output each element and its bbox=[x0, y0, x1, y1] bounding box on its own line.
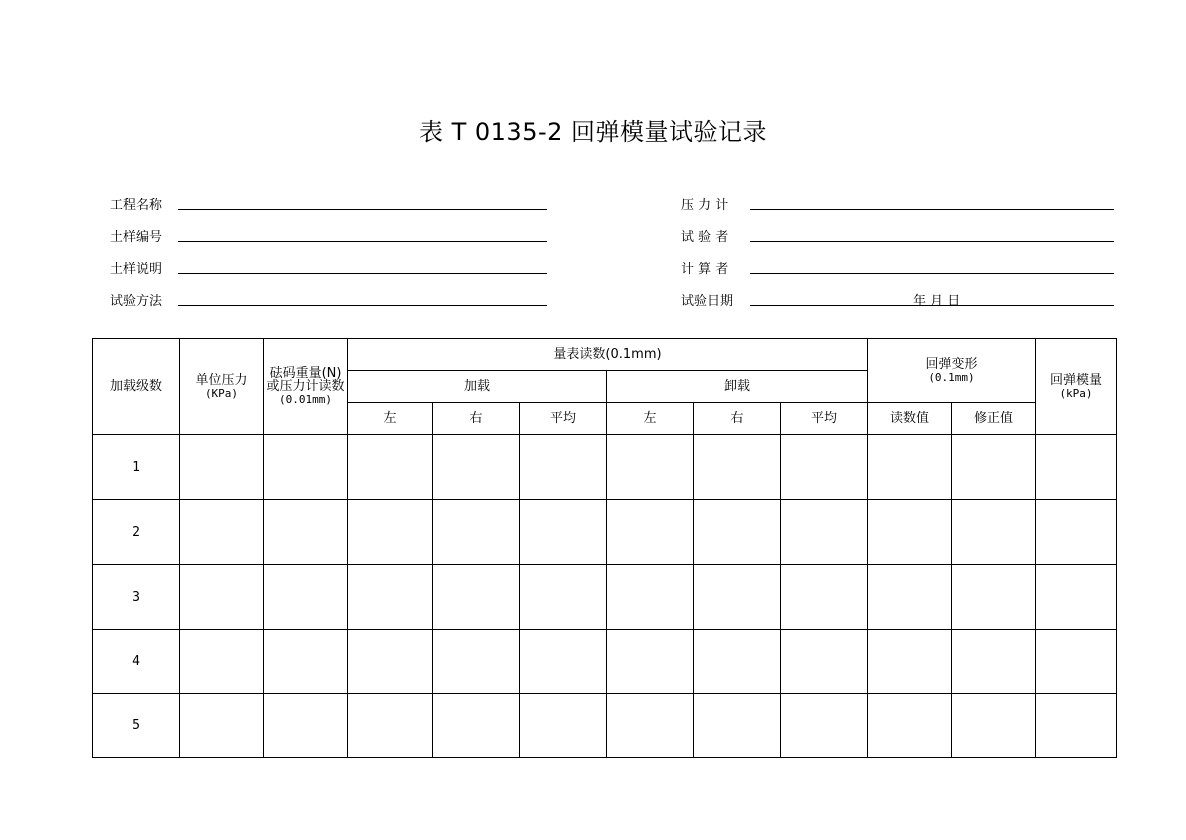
table-cell[interactable] bbox=[1036, 435, 1117, 500]
page-title: 表 T 0135-2 回弹模量试验记录 bbox=[418, 118, 768, 146]
table-cell[interactable] bbox=[520, 435, 607, 500]
table-row bbox=[93, 630, 1117, 694]
table-cell[interactable] bbox=[694, 435, 781, 500]
table-cell[interactable] bbox=[952, 565, 1036, 630]
table-cell[interactable] bbox=[433, 694, 520, 758]
table-cell[interactable] bbox=[781, 435, 868, 500]
header-unloading-average: 平均 bbox=[781, 403, 868, 435]
table-cell[interactable] bbox=[264, 565, 348, 630]
table-cell[interactable] bbox=[348, 694, 433, 758]
pressure-gauge-field[interactable] bbox=[750, 209, 1114, 210]
header-loading-right: 右 bbox=[433, 403, 520, 435]
table-cell[interactable] bbox=[264, 630, 348, 694]
table-row bbox=[93, 565, 1117, 630]
table-cell[interactable] bbox=[868, 500, 952, 565]
table-cell[interactable] bbox=[520, 500, 607, 565]
table-cell[interactable] bbox=[433, 565, 520, 630]
record-table bbox=[92, 338, 1117, 758]
project-name-field[interactable] bbox=[178, 209, 547, 210]
tester-label: 试 验 者 bbox=[681, 230, 729, 245]
row-number: 2 bbox=[93, 500, 180, 565]
table-cell[interactable] bbox=[607, 694, 694, 758]
header-modulus-text: 回弹模量 bbox=[1049, 372, 1102, 388]
table-cell[interactable] bbox=[868, 694, 952, 758]
header-reading-value: 读数值 bbox=[868, 403, 952, 435]
table-row bbox=[93, 435, 1117, 500]
header-rebound-deformation bbox=[868, 339, 1036, 403]
table-cell[interactable] bbox=[952, 630, 1036, 694]
header-weight bbox=[264, 339, 348, 435]
test-method-field[interactable] bbox=[178, 305, 547, 306]
table-cell[interactable] bbox=[264, 435, 348, 500]
row-number: 1 bbox=[93, 435, 180, 500]
table-cell[interactable] bbox=[607, 630, 694, 694]
header-modulus bbox=[1036, 339, 1117, 435]
header-unloading: 卸载 bbox=[607, 371, 868, 403]
table-cell[interactable] bbox=[433, 500, 520, 565]
sample-description-label: 土样说明 bbox=[110, 262, 163, 277]
table-cell[interactable] bbox=[1036, 694, 1117, 758]
header-load-level-text: 加载级数 bbox=[109, 379, 162, 394]
table-cell[interactable] bbox=[180, 435, 264, 500]
table-row bbox=[93, 500, 1117, 565]
table-cell[interactable] bbox=[348, 435, 433, 500]
table-cell[interactable] bbox=[264, 694, 348, 758]
header-weight-line1: 砝码重量(N) bbox=[269, 366, 342, 381]
header-unit-pressure bbox=[180, 339, 264, 435]
header-weight-line3: (0.01mm) bbox=[279, 393, 332, 406]
table-cell[interactable] bbox=[520, 565, 607, 630]
table-cell[interactable] bbox=[868, 435, 952, 500]
header-dial-readings bbox=[348, 339, 868, 371]
table-cell[interactable] bbox=[781, 565, 868, 630]
table-row bbox=[93, 694, 1117, 758]
table-cell[interactable] bbox=[781, 694, 868, 758]
table-cell[interactable] bbox=[180, 694, 264, 758]
row-number: 3 bbox=[93, 565, 180, 630]
table-cell[interactable] bbox=[694, 630, 781, 694]
table-cell[interactable] bbox=[348, 500, 433, 565]
table-cell[interactable] bbox=[348, 565, 433, 630]
sample-number-field[interactable] bbox=[178, 241, 547, 242]
table-cell[interactable] bbox=[433, 630, 520, 694]
table-cell[interactable] bbox=[433, 435, 520, 500]
table-cell[interactable] bbox=[952, 500, 1036, 565]
table-cell[interactable] bbox=[1036, 630, 1117, 694]
project-name-label: 工程名称 bbox=[110, 198, 163, 213]
table-cell[interactable] bbox=[868, 630, 952, 694]
calculator-field[interactable] bbox=[750, 273, 1114, 274]
table-cell[interactable] bbox=[1036, 565, 1117, 630]
header-dial-readings-text: 量表读数(0.1mm) bbox=[553, 347, 662, 362]
table-cell[interactable] bbox=[607, 500, 694, 565]
table-cell[interactable] bbox=[781, 630, 868, 694]
table-cell[interactable] bbox=[694, 694, 781, 758]
table-cell[interactable] bbox=[180, 630, 264, 694]
table-cell[interactable] bbox=[694, 565, 781, 630]
table-cell[interactable] bbox=[607, 435, 694, 500]
table-cell[interactable] bbox=[694, 500, 781, 565]
table-cell[interactable] bbox=[952, 435, 1036, 500]
table-cell[interactable] bbox=[520, 694, 607, 758]
header-weight-line2: 或压力计读数 bbox=[266, 379, 345, 394]
table-cell[interactable] bbox=[868, 565, 952, 630]
header-corrected-value: 修正值 bbox=[952, 403, 1036, 435]
table-cell[interactable] bbox=[952, 694, 1036, 758]
header-load-level bbox=[93, 339, 180, 435]
calculator-label: 计 算 者 bbox=[681, 262, 729, 277]
table-cell[interactable] bbox=[180, 500, 264, 565]
row-number: 5 bbox=[93, 694, 180, 758]
table-cell[interactable] bbox=[1036, 500, 1117, 565]
header-unit-pressure-text: 单位压力 bbox=[195, 372, 248, 388]
date-placeholder: 年 月 日 bbox=[913, 294, 961, 309]
header-rebound-unit: (0.1mm) bbox=[928, 370, 975, 384]
table-cell[interactable] bbox=[180, 565, 264, 630]
tester-field[interactable] bbox=[750, 241, 1114, 242]
row-number: 4 bbox=[93, 630, 180, 694]
table-cell[interactable] bbox=[348, 630, 433, 694]
header-loading: 加载 bbox=[348, 371, 607, 403]
table-cell[interactable] bbox=[520, 630, 607, 694]
table-cell[interactable] bbox=[607, 565, 694, 630]
test-method-label: 试验方法 bbox=[110, 294, 163, 309]
header-unloading-right: 右 bbox=[694, 403, 781, 435]
header-loading-left: 左 bbox=[348, 403, 433, 435]
header-unit-pressure-unit: (KPa) bbox=[204, 386, 239, 400]
pressure-gauge-label: 压 力 计 bbox=[681, 198, 729, 213]
header-loading-average: 平均 bbox=[520, 403, 607, 435]
sample-number-label: 土样编号 bbox=[110, 230, 163, 245]
table-cell[interactable] bbox=[264, 500, 348, 565]
table-cell[interactable] bbox=[781, 500, 868, 565]
header-rebound-text: 回弹变形 bbox=[925, 356, 978, 372]
header-modulus-unit: (kPa) bbox=[1059, 386, 1093, 400]
sample-description-field[interactable] bbox=[178, 273, 547, 274]
test-date-label: 试验日期 bbox=[681, 294, 734, 309]
header-unloading-left: 左 bbox=[607, 403, 694, 435]
